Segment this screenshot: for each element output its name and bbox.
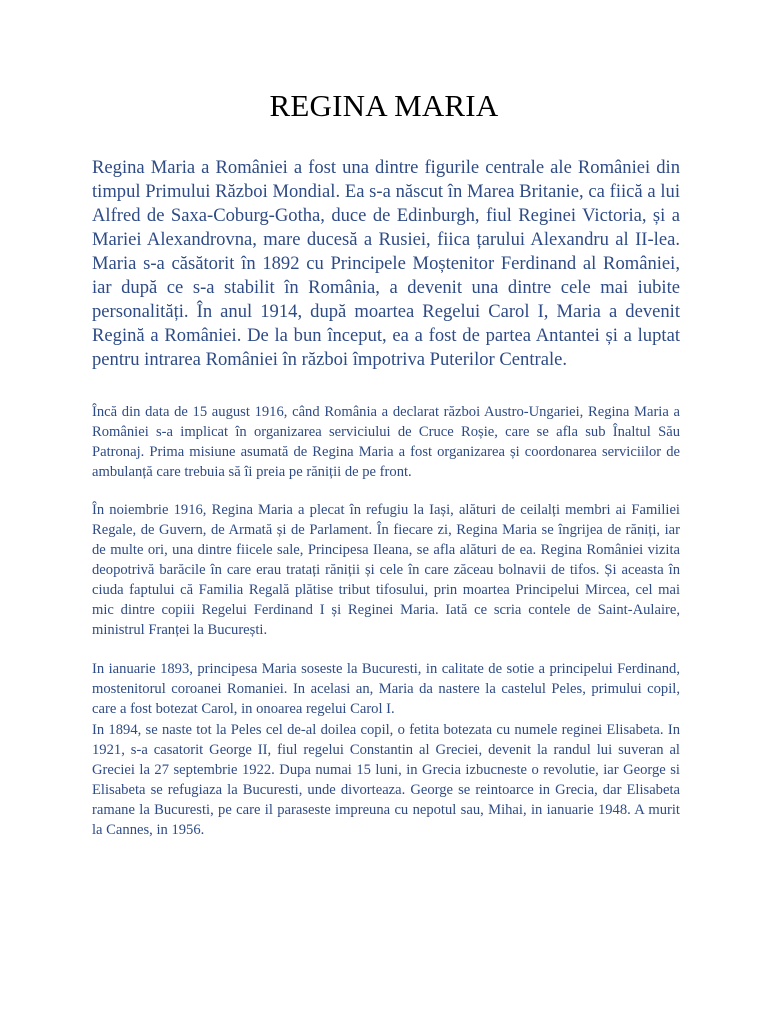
paragraph-refuge-iasi: În noiembrie 1916, Regina Maria a plecat în refugiu la Iași, alături de ceilalți membri ai Familiei Regale, de Guvern, de Armată și de Parlament. În fiecare zi, Regina Maria se îngrijea de răniți, iar de multe ori, una dintre fiicele sale, Principesa Ileana, se afla alături de ea. Regina României vizita deopotrivă barăcile în care erau tratați răniții și cele în care zăceau bolnavii de tifos. Și aceasta în ciuda faptului că Familia Regală plătise tribut tifosului, prin moartea Principelui Mircea, cel mai mic dintre copiii Regelui Ferdinand I și Reginei Maria. Iată ce scria contele de Saint-Aulaire, ministrul Franței la București. <box>92 502 680 638</box>
paragraph-arrival-bucharest: In ianuarie 1893, principesa Maria soseste la Bucuresti, in calitate de sotie a principelui Ferdinand, mostenitorul coroanei Romaniei. In acelasi an, Maria da nastere la castelul Peles, primului copil, care a fost botezat Carol, in onoarea regelui Carol I. <box>92 661 680 717</box>
intro-paragraph: Regina Maria a României a fost una dintre figurile centrale ale României din timpul Primului Război Mondial. Ea s-a născut în Marea Britanie, ca fiică a lui Alfred de Saxa-Coburg-Gotha, duce de Edinburgh, fiul Reginei Victoria, și a Mariei Alexandrovna, mare ducesă a Rusiei, fiica țarului Alexandru al II-lea. Maria s-a căsătorit în 1892 cu Principele Moștenitor Ferdinand al României, iar după ce s-a stabilit în România, a devenit una dintre cele mai iubite personalități. În anul 1914, după moartea Regelui Carol I, Maria a devenit Regină a României. De la bun început, ea a fost de partea Antantei și a luptat pentru intrarea României în război împotriva Puterilor Centrale. <box>92 157 680 370</box>
paragraph-red-cross: Încă din data de 15 august 1916, când România a declarat război Austro-Ungariei, Regina Maria a României s-a implicat în organizarea serviciului de Cruce Roșie, care se afla sub Înaltul Său Patronaj. Prima misiune asumată de Regina Maria a fost organizarea și coordonarea serviciilor de ambulanță care trebuia să îi preia pe răniții de pe front. <box>92 404 680 480</box>
paragraph-elisabeta: In 1894, se naste tot la Peles cel de-al doilea copil, o fetita botezata cu numele reginei Elisabeta. In 1921, s-a casatorit George II, fiul regelui Constantin al Greciei, devenit la randul lui suveran al Greciei la 27 septembrie 1922. Dupa numai 15 luni, in Grecia izbucneste o revolutie, iar George si Elisabeta se refugiaza la Bucuresti, unde divorteaza. George se reintoarce in Grecia, dar Elisabeta ramane la Bucuresti, pe care il paraseste impreuna cu nepotul sau, Mihai, in ianuarie 1948. A murit la Cannes, in 1956. <box>92 722 680 838</box>
page-title: REGINA MARIA <box>269 88 499 123</box>
